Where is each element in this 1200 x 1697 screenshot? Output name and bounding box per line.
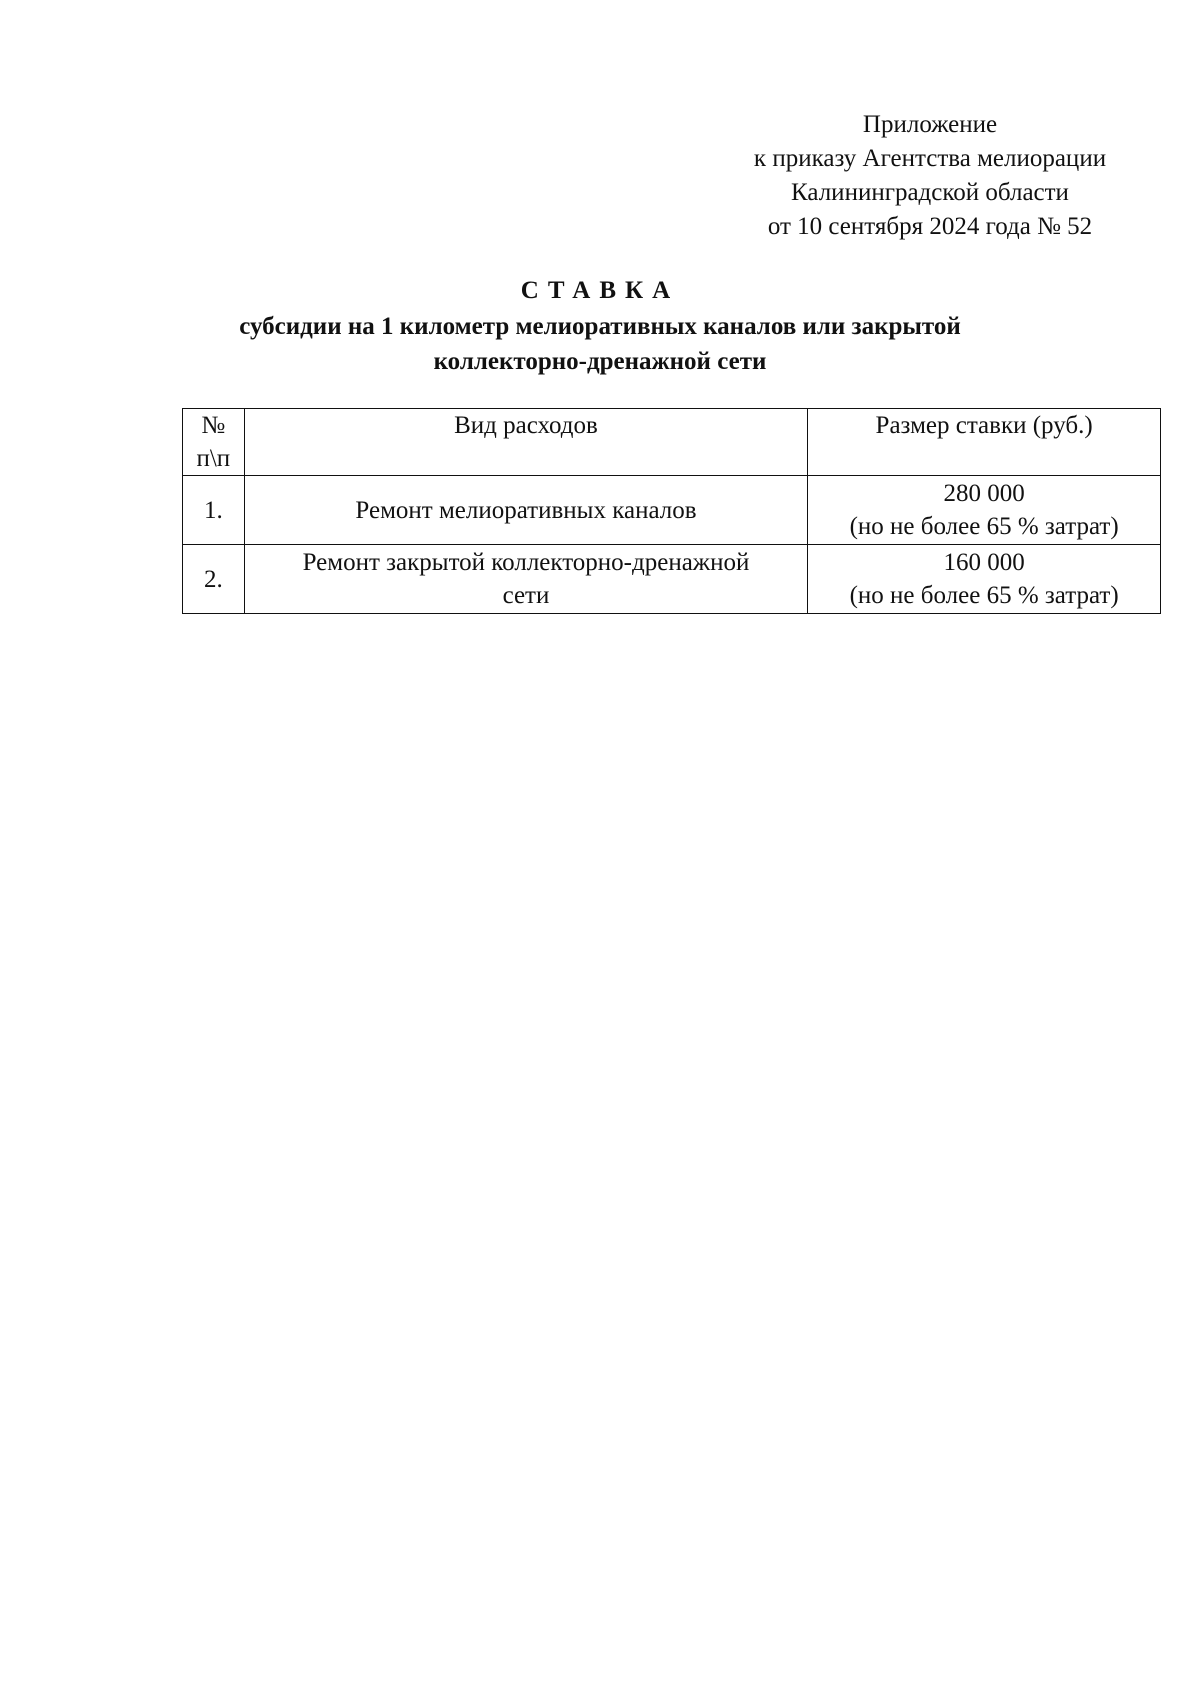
row-rate-note: (но не более 65 % затрат) (849, 513, 1119, 540)
row-rate-value: 160 000 (943, 549, 1025, 576)
rates-table (182, 408, 1161, 614)
header-expense-kind: Вид расходов (244, 409, 808, 476)
row-expense-kind-line-2: сети (502, 582, 550, 609)
table-header-row (183, 409, 1161, 476)
row-number: 2. (183, 545, 245, 614)
header-rate-size: Размер ставки (руб.) (808, 409, 1161, 476)
row-rate (808, 476, 1161, 545)
row-rate-note: (но не более 65 % затрат) (849, 582, 1119, 609)
row-expense-kind (244, 545, 808, 614)
appendix-line-1: Приложение (862, 111, 998, 138)
row-expense-kind (244, 476, 808, 545)
row-number: 1. (183, 476, 245, 545)
subtitle-line-2: коллекторно-дренажной сети (433, 348, 767, 375)
row-rate-value: 280 000 (943, 480, 1025, 507)
row-expense-kind-line-1: Ремонт закрытой коллекторно-дренажной (302, 549, 750, 576)
document-title: СТАВКА (520, 277, 680, 304)
appendix-line-4: от 10 сентября 2024 года № 52 (767, 213, 1093, 240)
appendix-line-2: к приказу Агентства мелиорации (753, 145, 1107, 172)
header-number-line-1: № (201, 412, 226, 439)
header-number (183, 409, 245, 476)
row-rate (808, 545, 1161, 614)
row-expense-kind-line-1: Ремонт мелиоративных каналов (355, 496, 697, 524)
appendix-header (720, 108, 1140, 244)
document-subtitle (0, 309, 1200, 379)
subtitle-line-1: субсидии на 1 километр мелиоративных каналов или закрытой (239, 313, 961, 340)
table-row (183, 545, 1161, 614)
header-number-line-2: п\п (196, 445, 231, 472)
appendix-line-3: Калининградской области (791, 179, 1069, 206)
table-row (183, 476, 1161, 545)
